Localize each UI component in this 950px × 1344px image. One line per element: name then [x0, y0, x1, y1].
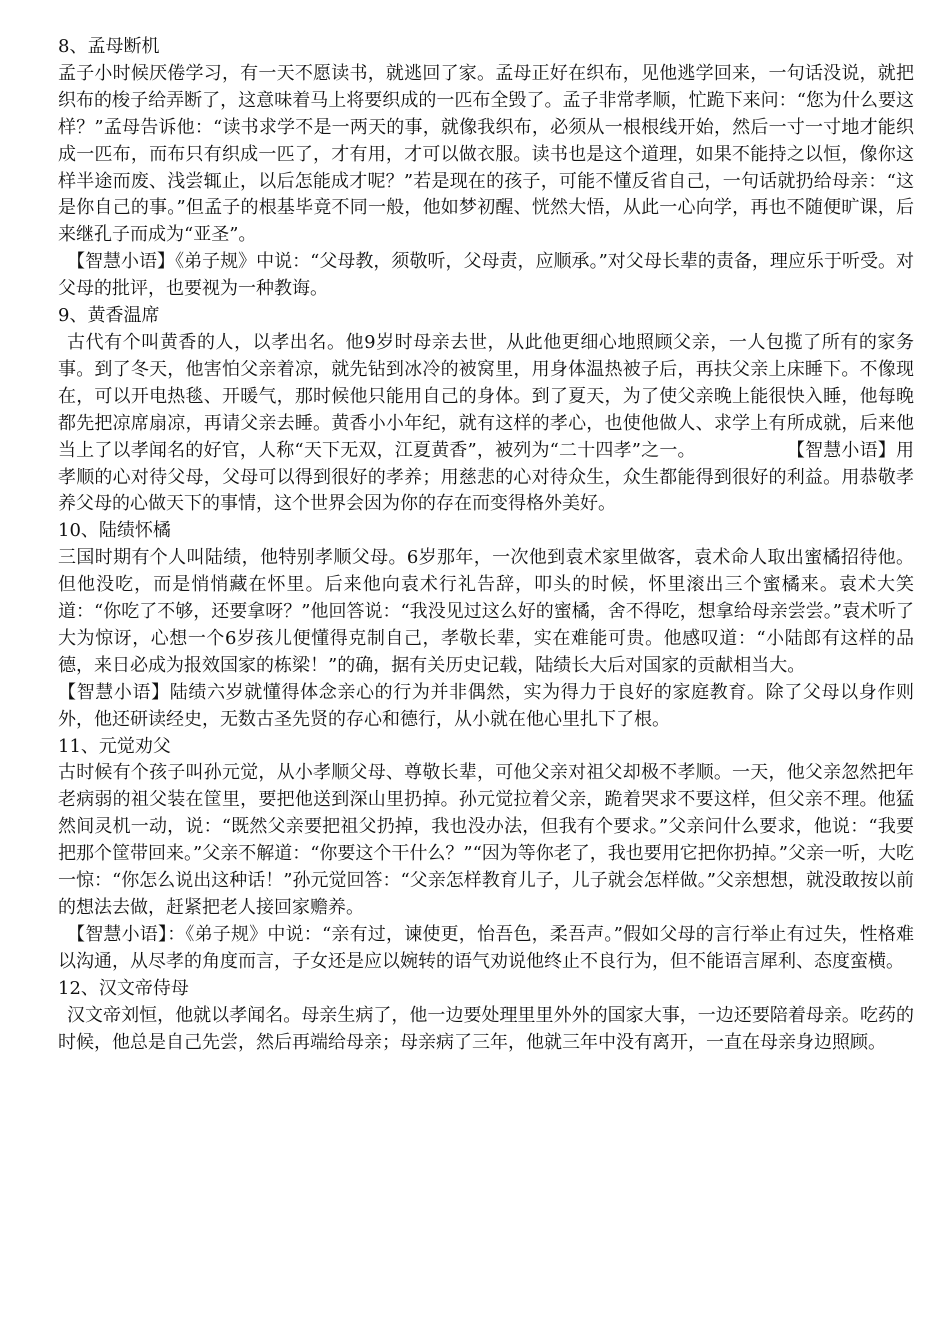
section-11 [58, 734, 914, 976]
wisdom-tip: 【智慧小语】《弟子规》中说：“父母教，须敬听，父母责，应顺承。”对父母长辈的责备，理应乐于听受。对父母的批评，也要视为一种教诲。 [58, 251, 914, 300]
section-body: 孟子小时候厌倦学习，有一天不愿读书，就逃回了家。孟母正好在织布，见他逃学回来，一句话没说，就把织布的梭子给弄断了，这意味着马上将要织成的一匹布全毁了。孟子非常孝顺，忙跪下来问：“您为什么要这样？”孟母告诉他：“读书求学不是一两天的事，就像我织布，必须从一根根线开始，然后一寸一寸地才能织成一匹布，而布只有织成一匹了，才有用，才可以做衣服。读书也是这个道理，如果不能持之以恒，像你这样半途而废、浅尝辄止，以后怎能成才呢？”若是现在的孩子，可能不懂反省自己，一句话就扔给母亲：“这是你自己的事。”但孟子的根基毕竟不同一般，他如梦初醒、恍然大悟，从此一心向学，再也不随便旷课，后来继孔子而成为“亚圣”。 [58, 62, 914, 246]
wisdom-tip: 【智慧小语】：《弟子规》中说：“亲有过，谏使更，怡吾色，柔吾声。”假如父母的言行举止有过失，性格难以沟通，从尽孝的角度而言，子女还是应以婉转的语气劝说他终止不良行为，但不能语言犀利、态度蛮横。 [58, 923, 914, 972]
wisdom-tip: 【智慧小语】陆绩六岁就懂得体念亲心的行为并非偶然，实为得力于良好的家庭教育。除了父母以身作则外，他还研读经史，无数古圣先贤的存心和德行，从小就在他心里扎下了根。 [58, 681, 914, 730]
section-12 [58, 976, 914, 1057]
section-body: 三国时期有个人叫陆绩，他特别孝顺父母。6岁那年，一次他到袁术家里做客，袁术命人取出蜜橘招待他。但他没吃，而是悄悄藏在怀里。后来他向袁术行礼告辞，叩头的时候，怀里滚出三个蜜橘来。袁术大笑道：“你吃了不够，还要拿呀？”他回答说：“我没见过这么好的蜜橘，舍不得吃，想拿给母亲尝尝。”袁术听了大为惊讶，心想一个6岁孩儿便懂得克制自己，孝敬长辈，实在难能可贵。他感叹道：“小陆郎有这样的品德，来日必成为报效国家的栋梁！”的确，据有关历史记载，陆绩长大后对国家的贡献相当大。 [58, 547, 914, 676]
section-body: 古时候有个孩子叫孙元觉，从小孝顺父母、尊敬长辈，可他父亲对祖父却极不孝顺。一天，他父亲忽然把年老病弱的祖父装在筐里，要把他送到深山里扔掉。孙元觉拉着父亲，跪着哭求不要这样，但父亲不理。他猛然间灵机一动，说：“既然父亲要把祖父扔掉，我也没办法，但我有个要求。”父亲问什么要求，他说：“我要把那个筐带回来。”父亲不解道：“你要这个干什么？”“因为等你老了，我也要用它把你扔掉。”父亲一听，大吃一惊：“你怎么说出这种话！”孙元觉回答：“父亲怎样教育儿子，儿子就会怎样做。”父亲想想，就没敢按以前的想法去做，赶紧把老人接回家赡养。 [58, 762, 915, 918]
section-8 [58, 34, 914, 303]
section-10 [58, 518, 914, 733]
section-title: 12、汉文帝侍母 [58, 977, 189, 999]
section-body: 古代有个叫黄香的人，以孝出名。他9岁时母亲去世，从此他更细心地照顾父亲，一人包揽了所有的家务事。到了冬天，他害怕父亲着凉，就先钻到冰冷的被窝里，用身体温热被子后，再扶父亲上床睡下。不像现在，可以开电热毯、开暖气，那时候他只能用自己的身体。到了夏天，为了使父亲晚上能很快入睡，他每晚都先把凉席扇凉，再请父亲去睡。黄香小小年纪，就有这样的孝心，也使他做人、求学上有所成就，后来他当上了以孝闻名的好官，人称“天下无双，江夏黄香”，被列为“二十四孝”之一。 【智慧小语】用孝顺的心对待父母，父母可以得到很好的孝养；用慈悲的心对待众生，众生都能得到很好的利益。用恭敬孝养父母的心做天下的事情，这个世界会因为你的存在而变得格外美好。 [58, 331, 914, 515]
document-page [58, 34, 914, 1056]
section-9 [58, 303, 914, 518]
section-body: 汉文帝刘恒，他就以孝闻名。母亲生病了，他一边要处理里里外外的国家大事，一边还要陪着母亲。吃药的时候，他总是自己先尝，然后再端给母亲；母亲病了三年，他就三年中没有离开，一直在母亲身边照顾。 [58, 1004, 914, 1053]
section-title: 10、陆绩怀橘 [58, 520, 171, 542]
section-title: 11、元觉劝父 [58, 735, 171, 757]
section-title: 8、孟母断机 [58, 36, 160, 57]
section-title: 9、黄香温席 [58, 305, 160, 327]
